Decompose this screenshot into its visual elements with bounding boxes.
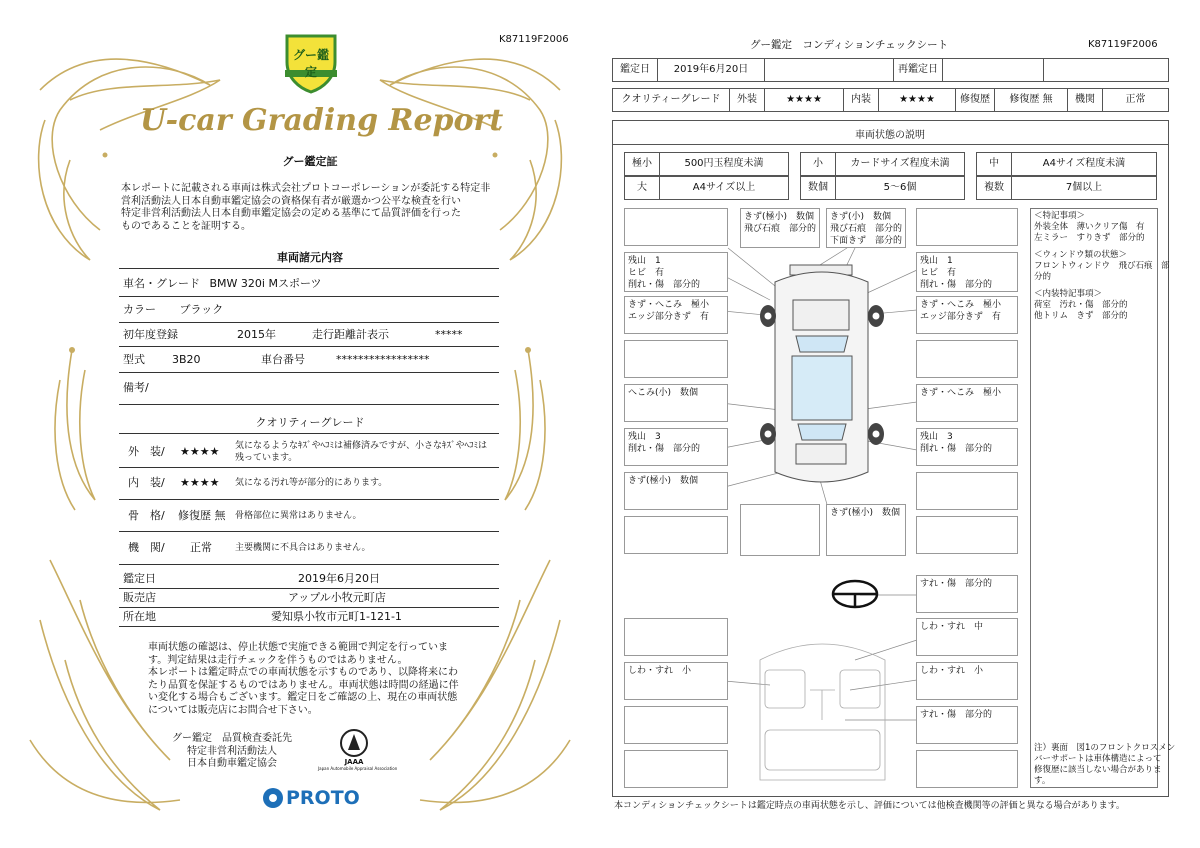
diagram-box [916,516,1018,554]
diagram-box-front-left: きず(極小) 数個 飛び石痕 部分的 [740,208,820,248]
quality-label: クオリティーグレード [612,88,730,112]
legend-value: 7個以上 [1011,176,1157,200]
divider [119,372,499,373]
appraisal-date-label: 鑑定日 [612,58,658,82]
mileage-label: 走行距離計表示 [312,328,389,341]
grade-frame-label: 骨 格/ [128,509,165,522]
car-name-row [123,277,322,291]
report-script-title: U-car Grading Report [140,103,504,138]
grade-interior-value: ★★★★ [180,476,220,489]
condition-heading: 車両状態の説明 [855,130,925,141]
special-notes: ＜特記事項＞ 外装全体 薄いクリア傷 有 左ミラー すりきず 部分的 ＜ウィンドウ類の状態＞ フロントウィンドウ 飛び石痕 部 分的 ＜内装特記事項＞ 荷室 汚れ・傷 部分的 他トリム きず 部分的 [1034,211,1170,321]
divider [119,531,499,532]
exterior-label: 外装 [729,88,765,112]
dealer-value: アップル小牧元町店 [288,591,386,604]
intro-text: 本レポートに記載される車両は株式会社プロトコーポレーションが委託する特定非 営利活動法人日本自動車鑑定協会の資格保有者が厳選かつ公平な検査を行い 特定非営利活動法人日本自動車鑑定協会の定める基準にて品質評価を行った ものであることを証明する。 [121,183,491,232]
reappraisal-label: 再鑑定日 [893,58,943,82]
car-name-value: BMW 320i Mスポーツ [209,277,322,290]
diagram-box-left-tire-front: 残山 1 ヒビ 有 削れ・傷 部分的 [624,252,728,292]
appraisal-date-label: 鑑定日 [123,572,156,585]
diagram-box-left-rear: きず(極小) 数個 [624,472,728,510]
grade-engine-label: 機 関/ [128,541,165,554]
grade-frame-desc: 骨格部位に異常はありません。 [235,511,362,521]
divider [119,588,499,589]
interior-value: ★★★★ [878,88,956,112]
dealer-label: 販売店 [123,591,156,604]
grade-frame-value: 修復歴 無 [178,509,226,522]
divider [119,607,499,608]
legend-label: 小 [800,152,836,176]
legend-label: 中 [976,152,1012,176]
interior-box [624,750,728,788]
grade-interior-label: 内 装/ [128,476,165,489]
repair-value: 修復歴 無 [994,88,1068,112]
exterior-value: ★★★★ [764,88,844,112]
model-label: 型式 [123,353,145,366]
badge-text: グー鑑定 [292,48,329,79]
mileage-value: ***** [435,328,463,341]
legend-label: 複数 [976,176,1012,200]
disclaimer-text: 車両状態の確認は、停止状態で実施できる範囲で判定を行っていま す。判定結果は走行チェックを伴うものではありません。 本レポートは鑑定時点での車両状態を示すものであり、以降将来にわ たり品質を保証するものではありません。車両状態は時間の経過に伴 い変化する場合もございます。鑑定日をご確認の上、現在の車両状態 については販売店にお問合せ下さい。 [148,642,459,716]
color-row [123,303,223,317]
condition-sheet [600,0,1200,848]
specs-heading: 車両諸元内容 [277,251,343,264]
notes-panel [1030,208,1176,788]
divider [119,626,499,627]
interior-box-passenger-seat: しわ・すれ 小 [624,662,728,700]
diagram-box [624,516,728,554]
sheet-title: グー鑑定 コンディションチェックシート [750,39,949,51]
grade-heading: クオリティーグレード [255,416,365,429]
goo-appraisal-badge [281,32,341,94]
diagram-box-right-rear-door: きず・へこみ 極小 [916,384,1018,422]
legend-value: 5～6個 [835,176,965,200]
model-value: 3B20 [172,353,201,366]
interior-box-driver-seat: しわ・すれ 中 [916,618,1018,656]
diagram-box-rear-bumper: きず(極小) 数個 [826,504,906,556]
divider [119,346,499,347]
location-label: 所在地 [123,610,156,623]
color-label: カラー [123,303,156,316]
diagram-box-right-tire-rear: 残山 3 削れ・傷 部分的 [916,428,1018,466]
chassis-value: ***************** [336,353,430,366]
divider [119,322,499,323]
chassis-label: 車台番号 [261,353,305,366]
commissioned-org: グー鑑定 品質検査委託先 特定非営利活動法人 日本自動車鑑定協会 [172,733,292,769]
legend-value: A4サイズ程度未満 [1011,152,1157,176]
grade-engine-value: 正常 [190,541,212,554]
jaaa-logo: JAAA Japan Automobile Appraisal Association [318,728,390,778]
diagram-box-left-rear-door: へこみ(小) 数個 [624,384,728,422]
legend-value: A4サイズ以上 [659,176,789,200]
doc-id-right: K87119F2006 [1088,39,1158,50]
interior-box-dashboard: すれ・傷 部分的 [916,575,1018,613]
legend-label: 数個 [800,176,836,200]
grade-exterior-desc: 気になるようなｷｽﾞやﾍｺﾐは補修済みですが、小さなｷｽﾞやﾍｺﾐは 残っています。 [235,441,488,463]
engine-value: 正常 [1102,88,1169,112]
legend-value: カードサイズ程度未満 [835,152,965,176]
diagram-box-left-front: きず・へこみ 極小 エッジ部分きず 有 [624,296,728,334]
divider [119,433,499,434]
engine-label: 機関 [1067,88,1103,112]
interior-label: 内装 [843,88,879,112]
certificate-subtitle: グー鑑定証 [282,155,338,168]
diagram-box-right-front: きず・へこみ 極小 エッジ部分きず 有 [916,296,1018,334]
grade-exterior-label: 外 装/ [128,445,165,458]
divider [119,499,499,500]
divider [119,467,499,468]
diagram-box [916,208,1018,246]
appraisal-date-value: 2019年6月20日 [657,58,765,82]
diagram-box [916,340,1018,378]
diagram-box-front-right: きず(小) 数個 飛び石痕 部分的 下面きず 部分的 [826,208,906,248]
diagram-box [740,504,820,556]
interior-box [624,706,728,744]
legend-label: 極小 [624,152,660,176]
legend-label: 大 [624,176,660,200]
diagram-box-left-tire-rear: 残山 3 削れ・傷 部分的 [624,428,728,466]
appraisal-date-value: 2019年6月20日 [298,572,380,585]
divider [119,564,499,565]
grade-engine-desc: 主要機関に不具合はありません。 [235,543,371,553]
interior-box-rear: すれ・傷 部分的 [916,706,1018,744]
diagram-box-right-tire-front: 残山 1 ヒビ 有 削れ・傷 部分的 [916,252,1018,292]
diagram-box [624,208,728,246]
first-reg-value: 2015年 [237,328,276,341]
first-reg-label: 初年度登録 [123,328,178,341]
remarks-label: 備考/ [123,381,149,394]
footnote: 注）裏面 図1のフロントクロスメン バーサポートは車体構造によって 修復歴に該当しない場合がありま す。 [1034,743,1176,786]
diagram-box [624,340,728,378]
legend-value: 500円玉程度未満 [659,152,789,176]
divider [119,296,499,297]
repair-label: 修復歴 [955,88,995,112]
interior-box-right-seat: しわ・すれ 小 [916,662,1018,700]
divider [119,404,499,405]
doc-id: K87119F2006 [499,34,569,45]
car-name-label: 車名・グレード [123,277,200,290]
sheet-footer: 本コンディションチェックシートは鑑定時点の車両状態を示し、評価については他検査機関等の評価と異なる場合があります。 [614,801,1125,811]
interior-box [624,618,728,656]
grade-exterior-value: ★★★★ [180,445,220,458]
divider [119,268,499,269]
grade-interior-desc: 気になる汚れ等が部分的にあります。 [235,478,388,488]
diagram-box [916,472,1018,510]
interior-box [916,750,1018,788]
color-value: ブラック [179,303,224,316]
location-value: 愛知県小牧市元町1-121-1 [271,610,402,623]
proto-logo: PROTO [262,787,360,809]
